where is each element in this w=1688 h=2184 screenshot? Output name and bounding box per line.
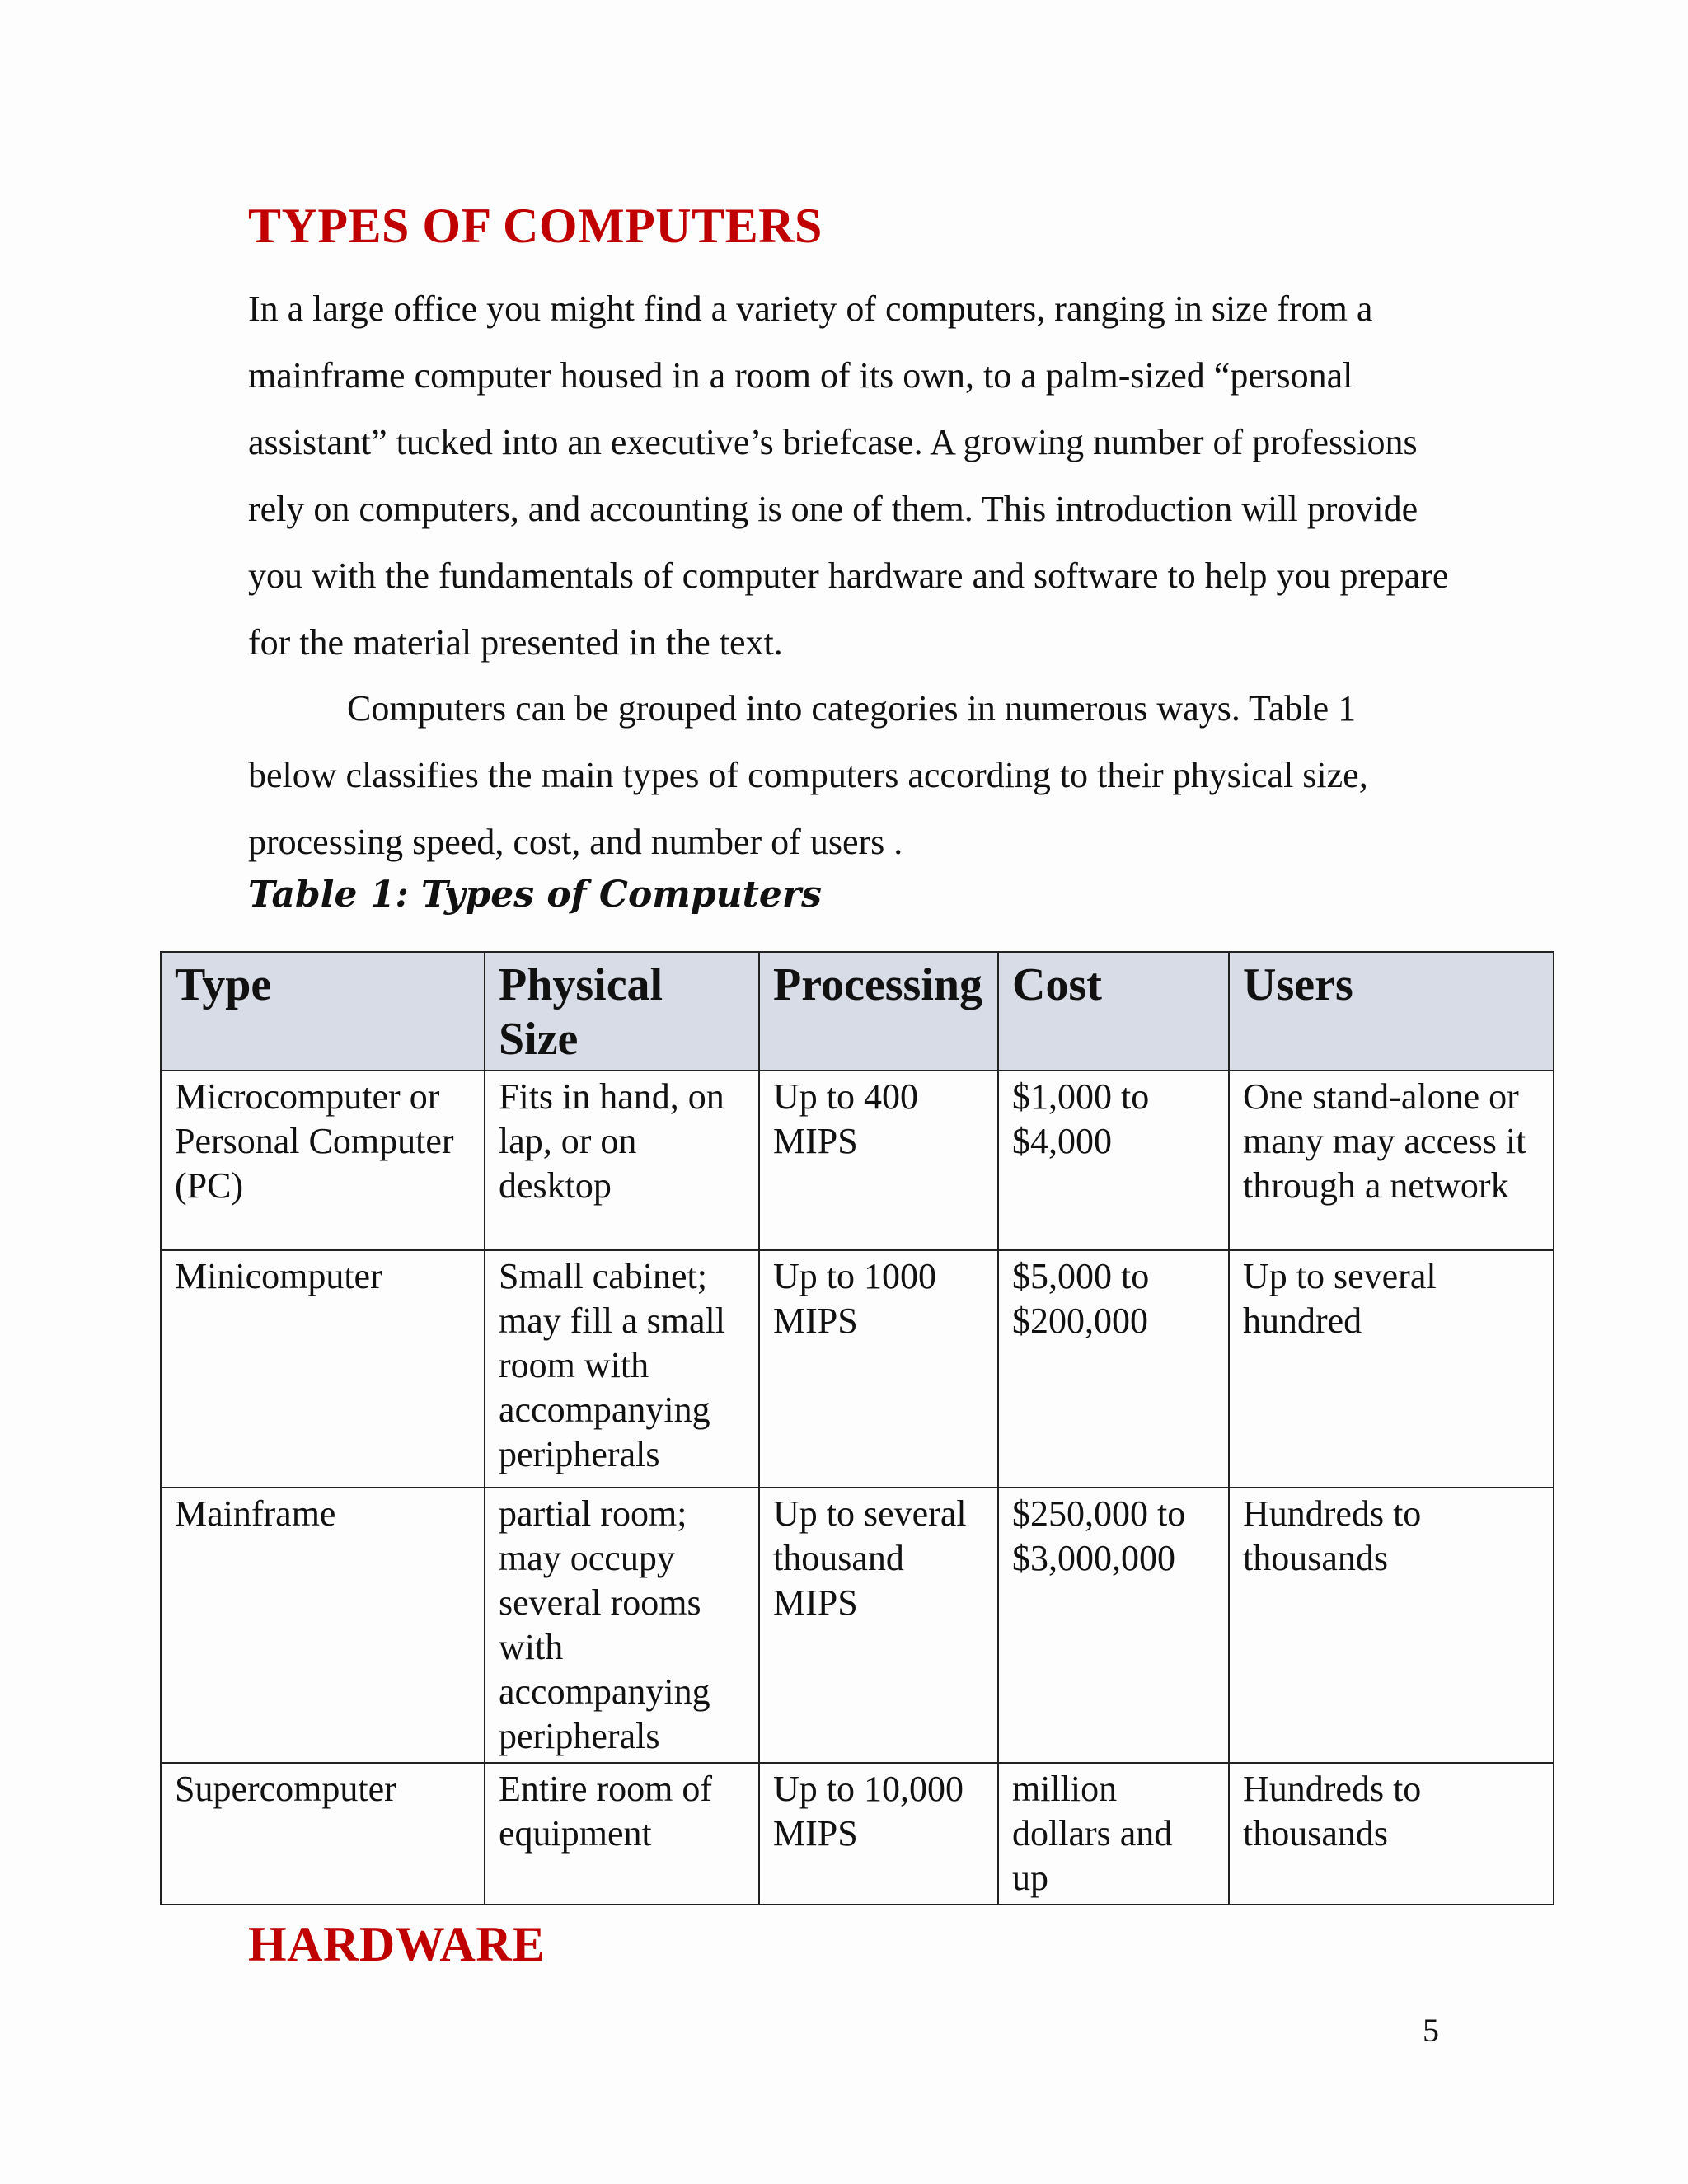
cell-physical-size: Small cabinet; may fill a small room with accompanying peripherals [485,1250,759,1488]
section-heading-types-of-computers: TYPES OF COMPUTERS [248,199,823,253]
header-processing: Processing [759,952,998,1071]
header-cost: Cost [998,952,1229,1071]
table-row [161,1071,1554,1250]
table-row [161,1488,1554,1763]
cell-type: Minicomputer [161,1250,485,1488]
types-of-computers-table [160,951,1554,1905]
cell-type: Mainframe [161,1488,485,1763]
classification-paragraph-text: Computers can be grouped into categories in numerous ways. Table 1 below classifies the main types of computers according to their physical size, processing speed, cost, and number of users . [248,688,1368,862]
cell-users: Hundreds to thousands [1229,1488,1554,1763]
cell-type: Microcomputer or Personal Computer (PC) [161,1071,485,1250]
cell-users: Hundreds to thousands [1229,1763,1554,1905]
header-users: Users [1229,952,1554,1071]
intro-paragraph: In a large office you might find a variety of computers, ranging in size from a mainframe computer housed in a room of its own, to a palm-sized “personal assistant” tucked into an executive’s briefcase. A growing number of professions rely on computers, and accounting is one of them. This introduction will provide you with the fundamentals of computer hardware and software to help you prepare for the material presented in the text. [248,288,1449,663]
page-number: 5 [1423,2012,1439,2049]
table-row [161,1250,1554,1488]
classification-paragraph [248,675,1451,875]
table-header-row [161,952,1554,1071]
cell-cost: $1,000 to $4,000 [998,1071,1229,1250]
cell-cost: million dollars and up [998,1763,1229,1905]
cell-cost: $250,000 to $3,000,000 [998,1488,1229,1763]
cell-processing: Up to several thousand MIPS [759,1488,998,1763]
cell-cost: $5,000 to $200,000 [998,1250,1229,1488]
header-physical-size: Physical Size [485,952,759,1071]
table-caption: Table 1: Types of Computers [248,874,822,916]
cell-type: Supercomputer [161,1763,485,1905]
cell-physical-size: Fits in hand, on lap, or on desktop [485,1071,759,1250]
cell-users: One stand-alone or many may access it through a network [1229,1071,1554,1250]
cell-physical-size: Entire room of equipment [485,1763,759,1905]
cell-physical-size: partial room; may occupy several rooms with accompanying peripherals [485,1488,759,1763]
cell-processing: Up to 1000 MIPS [759,1250,998,1488]
cell-processing: Up to 400 MIPS [759,1071,998,1250]
table-row [161,1763,1554,1905]
cell-users: Up to several hundred [1229,1250,1554,1488]
header-type: Type [161,952,485,1071]
section-heading-hardware: HARDWARE [248,1917,546,1971]
cell-processing: Up to 10,000 MIPS [759,1763,998,1905]
